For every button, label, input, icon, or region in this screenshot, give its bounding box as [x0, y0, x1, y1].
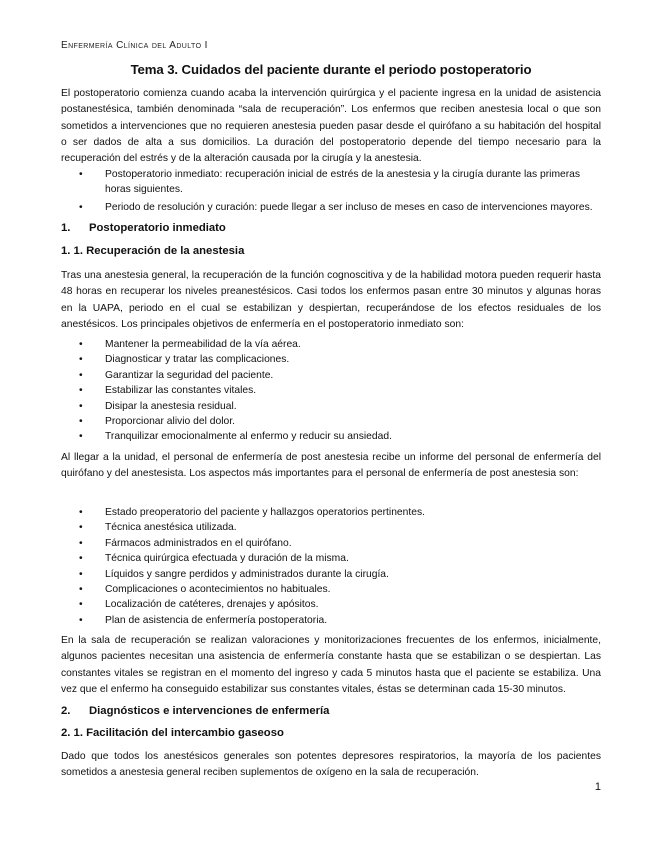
section-number: 1. [61, 222, 71, 234]
list-item: • Fármacos administrados en el quirófano. [61, 536, 601, 551]
section-heading-1 [61, 222, 601, 234]
list-item: • Proporcionar alivio del dolor. [61, 414, 601, 429]
intro-paragraph [61, 86, 601, 167]
intro-bullet-list [61, 167, 601, 215]
list-item: • Tranquilizar emocionalmente al enfermo y reducir su ansiedad. [61, 429, 601, 444]
page-number: 1 [594, 781, 601, 793]
paragraph [61, 268, 601, 333]
section-title: Diagnósticos e intervenciones de enfermería [89, 705, 330, 717]
list-item: • Estado preoperatorio del paciente y hallazgos operatorios pertinentes. [61, 505, 601, 520]
paragraph [61, 749, 601, 782]
paragraph [61, 633, 601, 698]
subsection-heading-2-1: 2. 1. Facilitación del intercambio gaseoso [61, 727, 284, 739]
list-item: • Mantener la permeabilidad de la vía aérea. [61, 337, 601, 352]
list-item: • Diagnosticar y tratar las complicaciones. [61, 352, 601, 367]
section-heading-2 [61, 705, 601, 717]
paragraph-text: Tras una anestesia general, la recuperación de la función cognoscitiva y de la habilidad motora pueden requerir hasta 48 horas en recuperar los niveles preanestésicos. Casi todos los enfermos pasan entre 30 minutos y algunas horas en la UAPA, periodo en el cual se estabilizan y despiertan, recuperándose de los efectos residuales de los anestésicos. Los principales objetivos de enfermería en el postoperatorio inmediato son: [61, 270, 601, 330]
paragraph-text: Al llegar a la unidad, el personal de enfermería de post anestesia recibe un informe del personal de enfermería del quirófano y del anestesista. Los aspectos más importantes para el personal de enfermería de post anestesia son: [61, 452, 601, 480]
objectives-list [61, 337, 601, 445]
paragraph-text: En la sala de recuperación se realizan valoraciones y monitorizaciones frecuentes de los enfermos, inicialmente, algunos pacientes necesitan una asistencia de enfermería constante hasta que se estabilizan o se despiertan. Las constantes vitales se registran en el momento del ingreso y cada 5 minutos hasta que el paciente se estabiliza. Una vez que el enfermo ha conseguido estabilizar sus constantes vitales, éstas se determinan cada 15-30 minutos. [61, 635, 601, 695]
running-header: Enfermería Clínica del Adulto I [61, 40, 208, 51]
section-number: 2. [61, 705, 71, 717]
list-item: • Técnica quirúrgica efectuada y duración de la misma. [61, 551, 601, 566]
page-title: Tema 3. Cuidados del paciente durante el periodo postoperatorio [130, 62, 532, 77]
list-item: • Localización de catéteres, drenajes y apósitos. [61, 597, 601, 612]
paragraph-text: Dado que todos los anestésicos generales son potentes depresores respiratorios, la mayoría de los pacientes sometidos a anestesia general reciben suplementos de oxígeno en la sala de recuperación. [61, 751, 601, 779]
aspects-list [61, 505, 601, 628]
list-item: • Complicaciones o acontecimientos no habituales. [61, 582, 601, 597]
list-item: • Técnica anestésica utilizada. [61, 520, 601, 535]
subsection-heading-1-1: 1. 1. Recuperación de la anestesia [61, 245, 245, 257]
list-item: • Plan de asistencia de enfermería postoperatoria. [61, 613, 601, 628]
list-item: • Periodo de resolución y curación: puede llegar a ser incluso de meses en caso de intervenciones mayores. [61, 200, 601, 215]
intro-text: El postoperatorio comienza cuando acaba la intervención quirúrgica y el paciente ingresa en la unidad de asistencia postanestésica, también denominada “sala de recuperación”. Los enfermos que reciben anestesia local o que son sometidos a intervenciones que no requieren anestesia pueden pasar desde el quirófano a su habitación del hospital o ser dados de alta a sus domicilios. La duración del postoperatorio depende del tiempo necesario para la recuperación del estrés y de la alteración causada por la cirugía y la anestesia. [61, 88, 601, 165]
list-item: • Líquidos y sangre perdidos y administrados durante la cirugía. [61, 567, 601, 582]
list-item: • Disipar la anestesia residual. [61, 399, 601, 414]
section-title: Postoperatorio inmediato [89, 222, 226, 234]
list-item: • Garantizar la seguridad del paciente. [61, 368, 601, 383]
paragraph [61, 450, 601, 483]
list-item: • Estabilizar las constantes vitales. [61, 383, 601, 398]
list-item: • Postoperatorio inmediato: recuperación inicial de estrés de la anestesia y la cirugía durante las primeras horas siguientes. [61, 167, 601, 198]
